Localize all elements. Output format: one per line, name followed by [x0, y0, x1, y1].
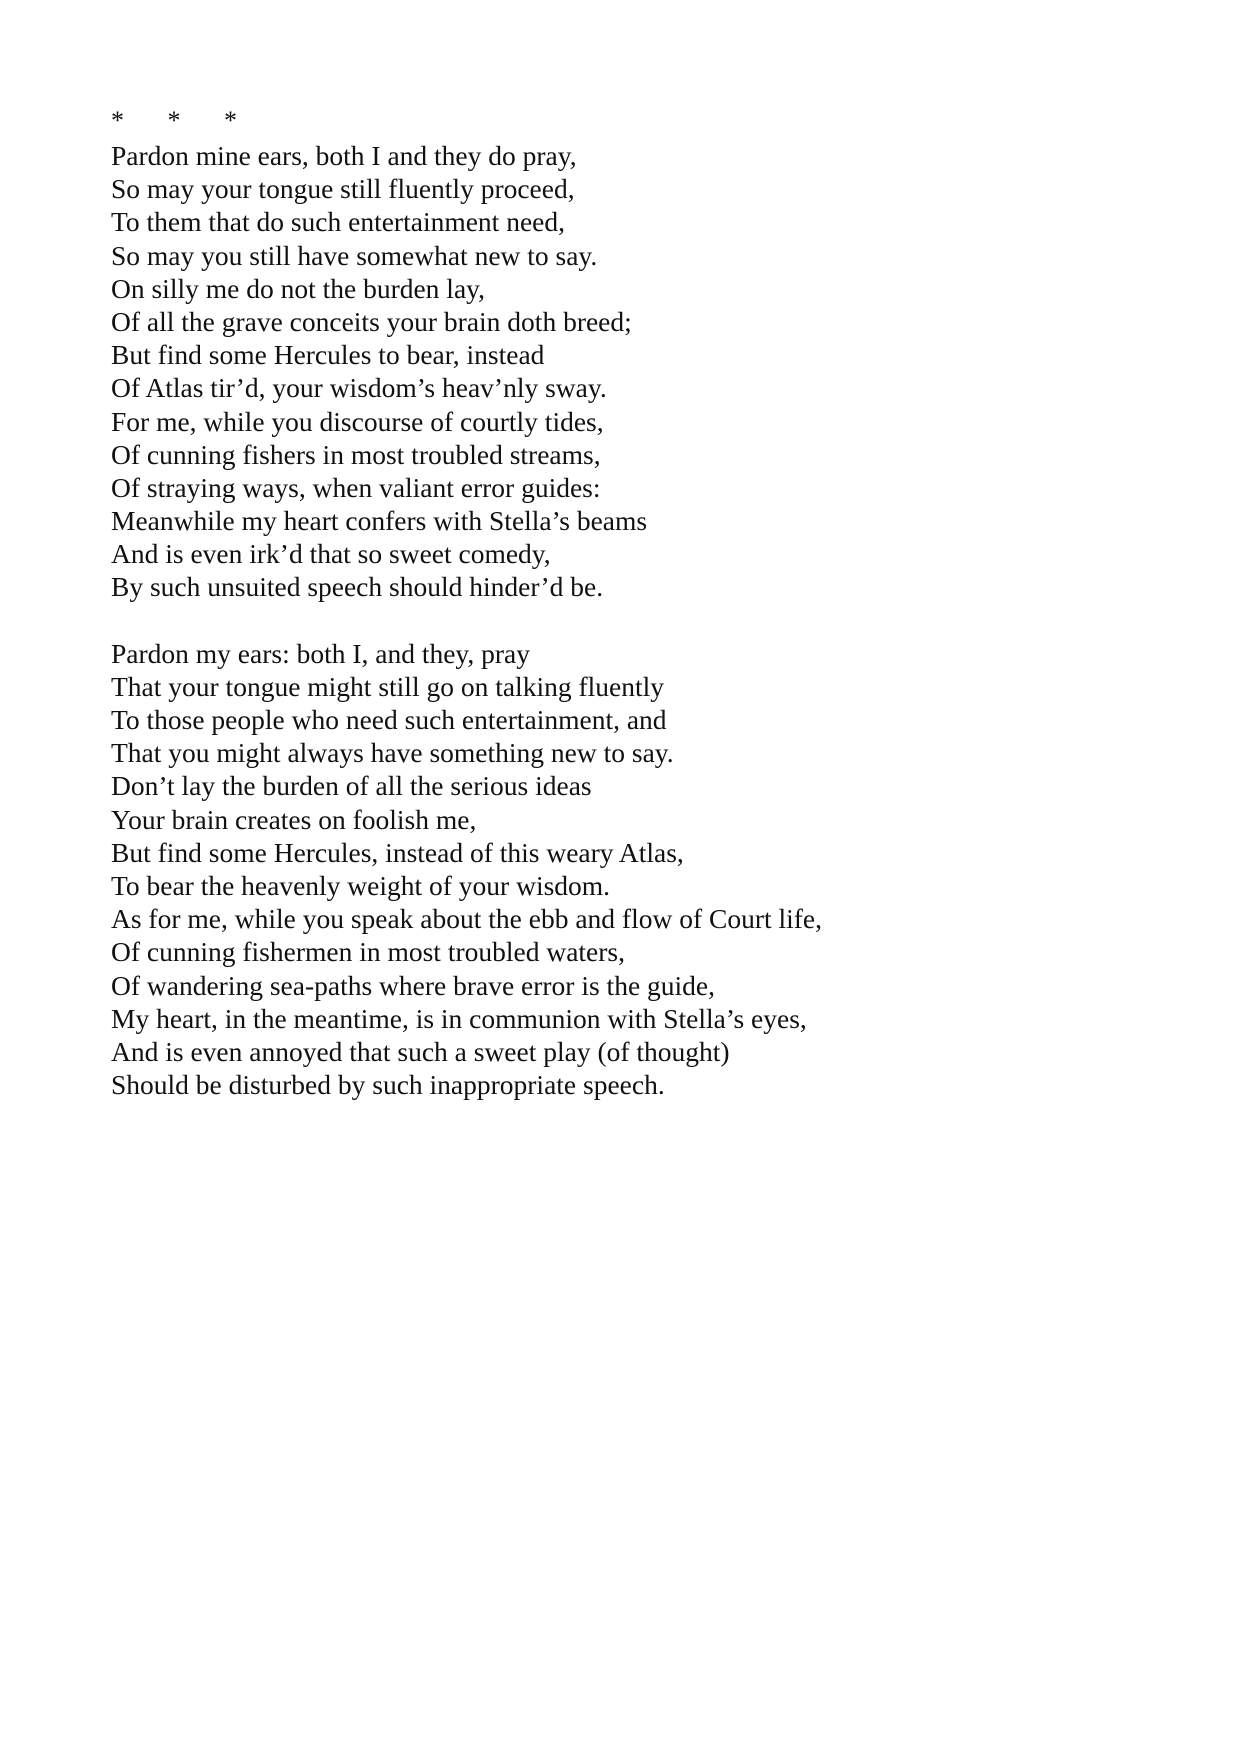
poem-line: And is even irk’d that so sweet comedy,	[111, 538, 551, 570]
modern-line: My heart, in the meantime, is in communion with Stella’s eyes,	[111, 1002, 807, 1034]
poem-line: On silly me do not the burden lay,	[111, 272, 485, 304]
modern-line: Don’t lay the burden of all the serious ideas	[111, 770, 592, 802]
poem-line: Of straying ways, when valiant error guides:	[111, 471, 601, 503]
modern-line: As for me, while you speak about the ebb and flow of Court life,	[111, 903, 823, 935]
poem-line: Meanwhile my heart confers with Stella’s beams	[111, 505, 648, 537]
poem-line: So may you still have somewhat new to say.	[111, 239, 598, 271]
original-poem	[111, 139, 1131, 604]
modern-line: And is even annoyed that such a sweet play (of thought)	[111, 1035, 730, 1067]
poem-line: For me, while you discourse of courtly tides,	[111, 405, 604, 437]
poem-line: But find some Hercules to bear, instead	[111, 339, 545, 371]
modern-line: But find some Hercules, instead of this weary Atlas,	[111, 836, 684, 868]
modern-line: That your tongue might still go on talking fluently	[111, 670, 664, 702]
page-content	[111, 103, 1131, 1101]
modern-line: Pardon my ears: both I, and they, pray	[111, 637, 531, 669]
poem-line: So may your tongue still fluently proceed,	[111, 173, 575, 205]
poem-line: To them that do such entertainment need,	[111, 206, 565, 238]
poem-line: Of Atlas tir’d, your wisdom’s heav’nly sway.	[111, 372, 607, 404]
modern-line: To those people who need such entertainment, and	[111, 704, 667, 735]
poem-line: Pardon mine ears, both I and they do pray,	[111, 140, 577, 171]
modern-line: To bear the heavenly weight of your wisdom.	[111, 869, 611, 901]
modern-line: That you might always have something new to say.	[111, 737, 674, 769]
modern-version	[111, 637, 1131, 1102]
poem-line: Of cunning fishers in most troubled streams,	[111, 438, 601, 470]
modern-line: Of wandering sea-paths where brave error is the guide,	[111, 969, 715, 1001]
modern-line: Of cunning fishermen in most troubled waters,	[111, 936, 625, 968]
modern-line: Should be disturbed by such inappropriate speech.	[111, 1069, 665, 1101]
section-separator: * * *	[111, 106, 243, 135]
poem-line: By such unsuited speech should hinder’d be.	[111, 571, 604, 603]
modern-line: Your brain creates on foolish me,	[111, 803, 477, 835]
poem-line: Of all the grave conceits your brain doth breed;	[111, 305, 632, 337]
